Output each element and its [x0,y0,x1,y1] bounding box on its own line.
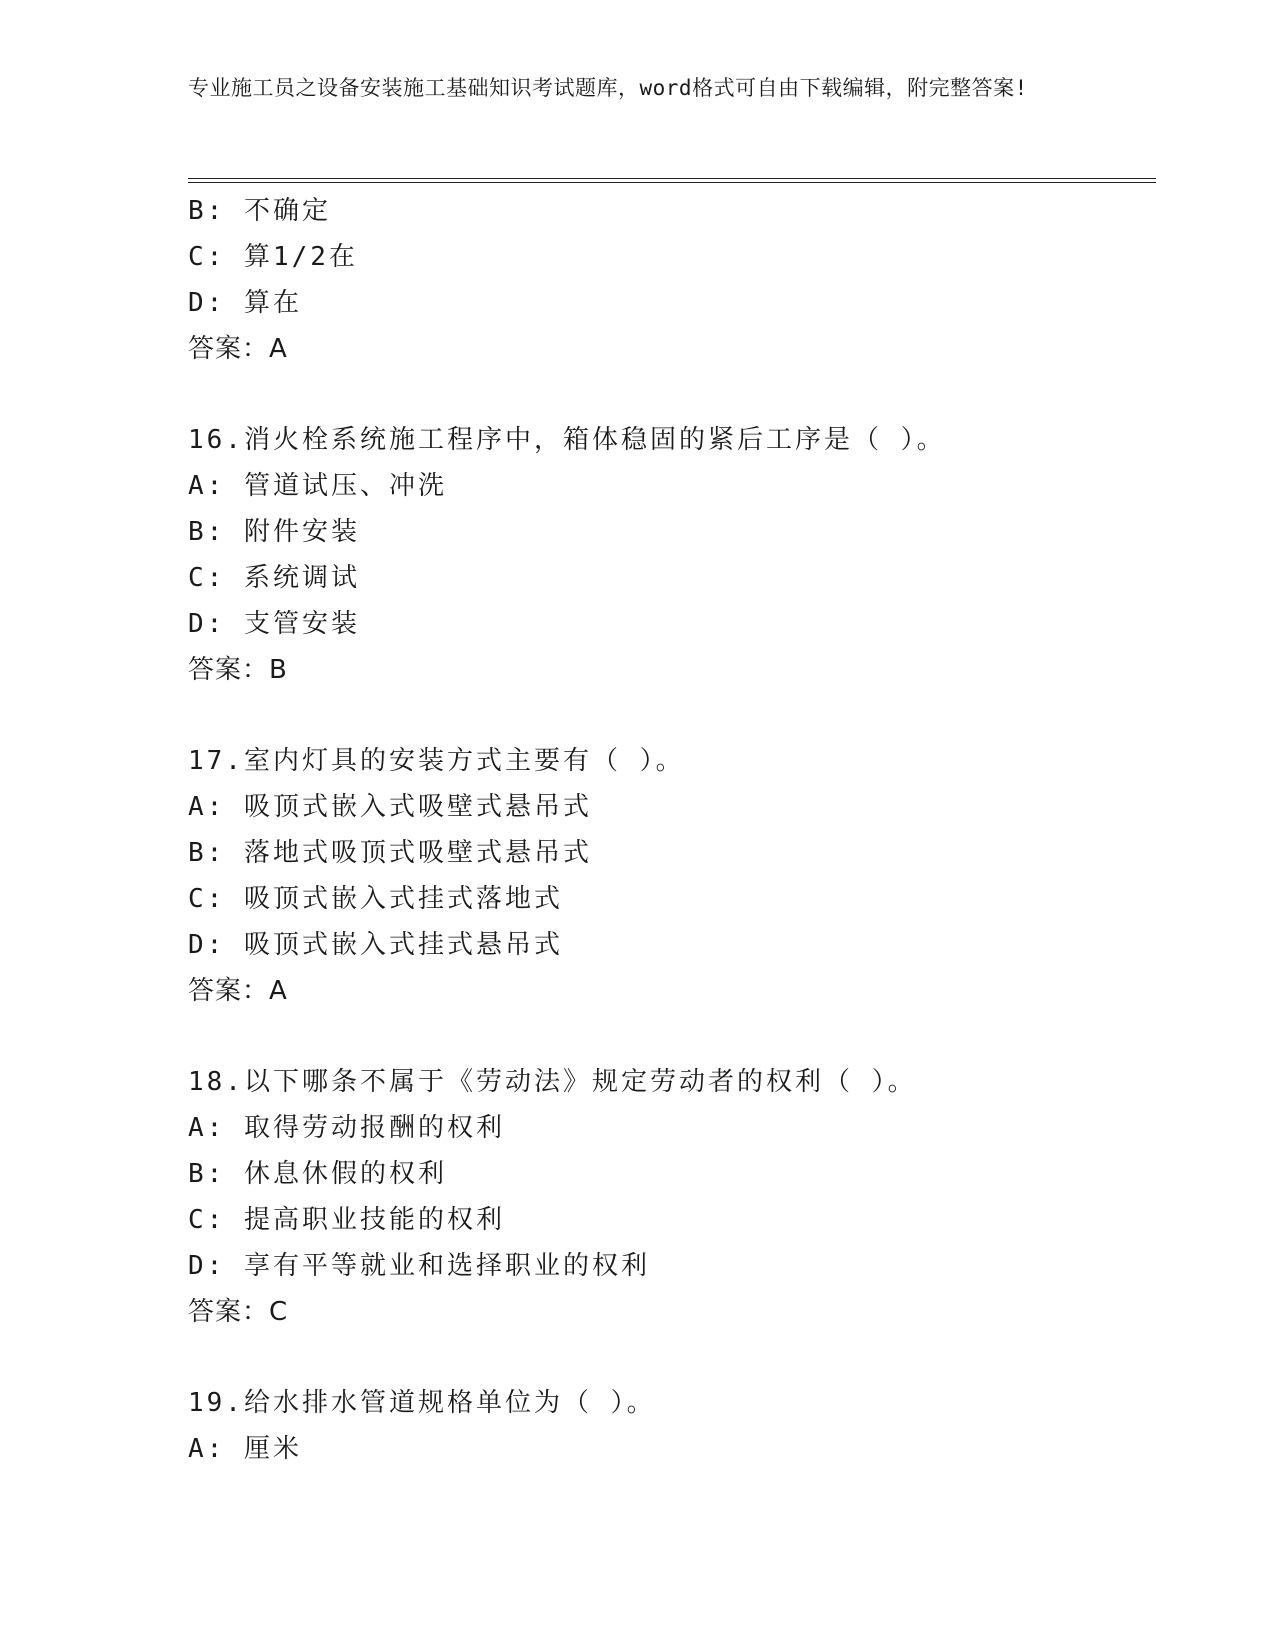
answer-line: 答案：A [188,334,288,364]
question-block [188,188,1156,372]
option-line: D: 算在 [188,288,302,318]
answer-line: 答案：B [188,655,288,685]
option-line: B: 休息休假的权利 [188,1159,447,1189]
page-header-text: 专业施工员之设备安装施工基础知识考试题库，word格式可自由下载编辑，附完整答案! [188,76,1028,100]
block-spacer [188,1335,1156,1380]
question-block [188,738,1156,1014]
option-line: A: 厘米 [188,1434,302,1464]
option-line: D: 支管安装 [188,609,360,639]
option-line: D: 吸顶式嵌入式挂式悬吊式 [188,930,563,960]
question-line: 16.消火栓系统施工程序中，箱体稳固的紧后工序是（ ）。 [188,425,946,455]
question-block [188,1380,1156,1472]
option-line: D: 享有平等就业和选择职业的权利 [188,1251,650,1281]
question-block [188,417,1156,693]
option-line: B: 落地式吸顶式吸壁式悬吊式 [188,838,592,868]
question-line: 18.以下哪条不属于《劳动法》规定劳动者的权利（ ）。 [188,1067,917,1097]
header-divider [188,182,1156,183]
question-line: 19.给水排水管道规格单位为（ ）。 [188,1388,656,1418]
option-line: B: 附件安装 [188,517,360,547]
option-line: C: 吸顶式嵌入式挂式落地式 [188,884,563,914]
answer-line: 答案：C [188,1297,289,1327]
answer-line: 答案：A [188,976,288,1006]
option-line: C: 算1/2在 [188,242,358,272]
option-line: C: 提高职业技能的权利 [188,1205,505,1235]
option-line: A: 管道试压、冲洗 [188,471,447,501]
question-block [188,1059,1156,1335]
option-line: C: 系统调试 [188,563,360,593]
block-spacer [188,693,1156,738]
question-line: 17.室内灯具的安装方式主要有（ ）。 [188,746,685,776]
option-line: A: 取得劳动报酬的权利 [188,1113,505,1143]
option-line: A: 吸顶式嵌入式吸壁式悬吊式 [188,792,592,822]
question-content [188,188,1156,1472]
header-divider [188,178,1156,179]
block-spacer [188,1014,1156,1059]
block-spacer [188,372,1156,417]
option-line: B: 不确定 [188,196,331,226]
